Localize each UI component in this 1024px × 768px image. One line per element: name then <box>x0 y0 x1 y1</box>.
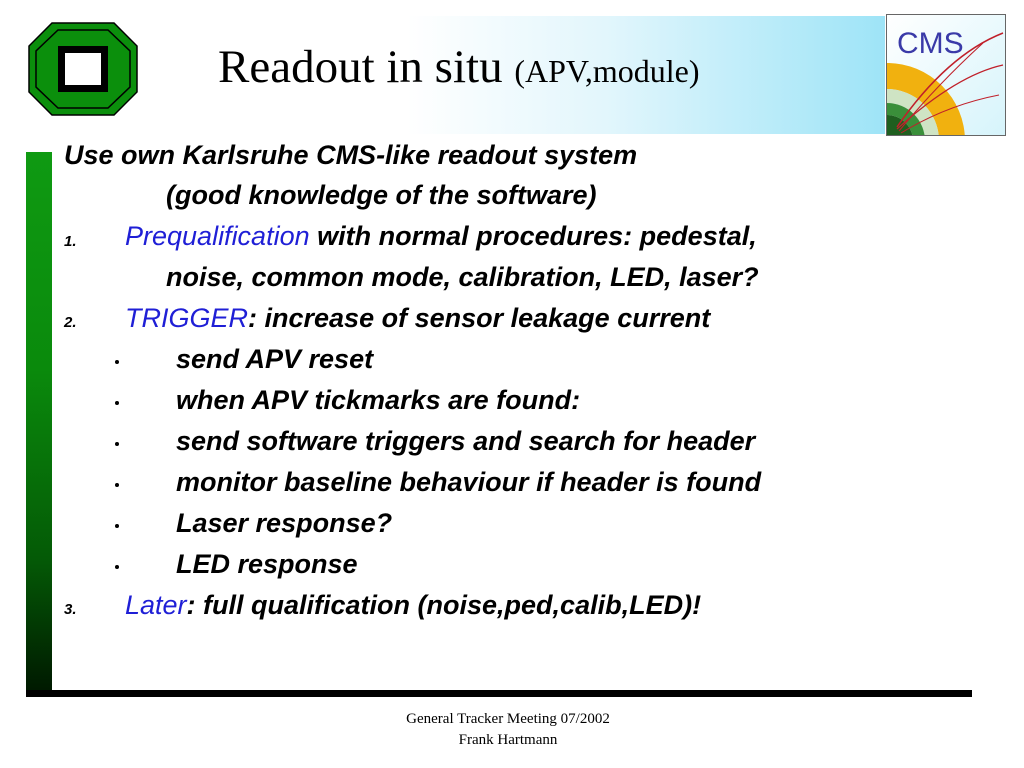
bullet-marker <box>115 360 119 364</box>
list-item-3-text: : full qualification (noise,ped,calib,LED)! <box>186 590 702 620</box>
highlight-prequalification: Prequalification <box>125 221 310 251</box>
university-logo <box>28 22 138 116</box>
list-item-1 <box>125 223 757 250</box>
bullet-item-led: LED response <box>176 549 358 579</box>
bullet-marker <box>115 483 119 487</box>
cms-logo <box>886 14 1006 136</box>
footer-author: Frank Hartmann <box>458 732 558 748</box>
list-item-1-text: with normal procedures: pedestal, <box>309 221 757 251</box>
list-number-2: 2. <box>64 314 77 331</box>
list-item-3 <box>125 592 701 619</box>
bullet-item-software-triggers: send software triggers and search for header <box>176 426 756 456</box>
slide-title <box>218 41 700 93</box>
intro-subline: (good knowledge of the software) <box>166 180 597 210</box>
svg-text:CMS: CMS <box>897 27 964 60</box>
list-item-2 <box>125 305 710 332</box>
intro-line: Use own Karlsruhe CMS-like readout system <box>64 140 638 170</box>
slide-footer <box>330 709 686 751</box>
title-subtitle: (APV,module) <box>514 53 700 89</box>
bullet-item-send-apv-reset: send APV reset <box>176 344 374 374</box>
bullet-marker <box>115 401 119 405</box>
list-number-1: 1. <box>64 233 77 250</box>
list-item-2-text: : increase of sensor leakage current <box>248 303 711 333</box>
title-main: Readout in situ <box>218 41 503 93</box>
bullet-item-laser: Laser response? <box>176 508 393 538</box>
bullet-item-baseline: monitor baseline behaviour if header is found <box>176 467 762 497</box>
bullet-item-tickmarks: when APV tickmarks are found: <box>176 385 581 415</box>
left-accent-bar <box>26 152 52 694</box>
bullet-marker <box>115 524 119 528</box>
list-item-1-continued: noise, common mode, calibration, LED, laser? <box>166 262 759 292</box>
list-number-3: 3. <box>64 601 77 618</box>
highlight-trigger: TRIGGER <box>125 303 249 333</box>
highlight-later: Later <box>125 590 187 620</box>
bullet-marker <box>115 565 119 569</box>
bottom-rule <box>26 690 972 697</box>
footer-meeting: General Tracker Meeting 07/2002 <box>406 711 610 727</box>
bullet-marker <box>115 442 119 446</box>
